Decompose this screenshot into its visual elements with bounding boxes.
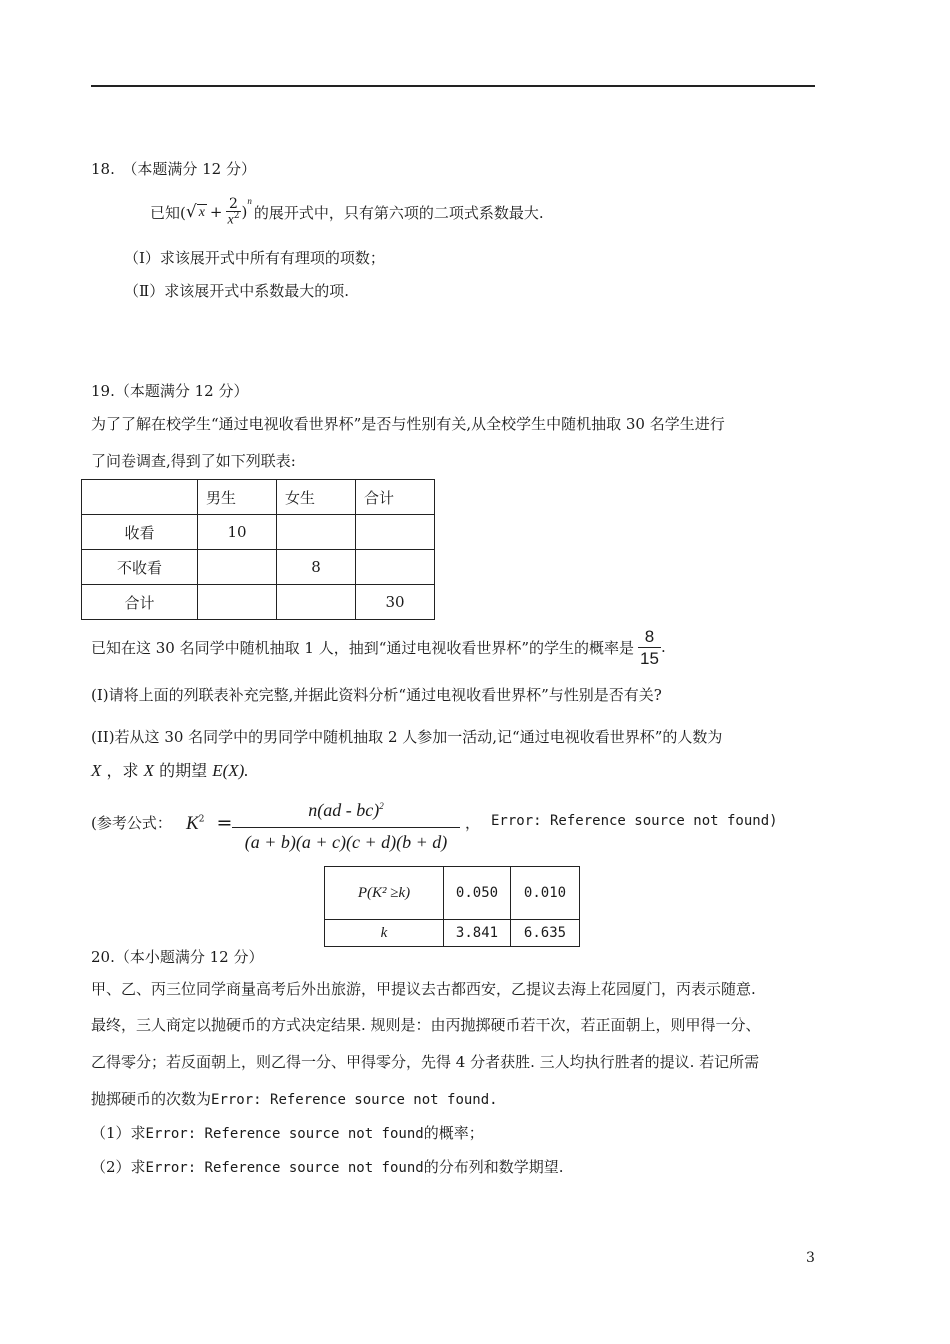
q20-part2-pre: （2）求 — [91, 1158, 146, 1176]
q18-close: ) — [241, 203, 248, 221]
q19-prob-end: . — [660, 638, 666, 656]
q20-line1: 甲、乙、丙三位同学商量高考后外出旅游，甲提议去古都西安，乙提议去海上花园厦门，丙表示随意. — [91, 980, 756, 998]
q19-para-line1: 为了了解在校学生“通过电视收看世界杯”是否与性别有关,从全校学生中随机抽取 30 名学生进行 — [91, 415, 725, 433]
q18-part2: （Ⅱ）求该展开式中系数最大的项. — [124, 282, 349, 300]
q20-part2 — [91, 1156, 563, 1177]
table-row — [325, 920, 580, 947]
q19-ref-error: Error: Reference source not found) — [491, 813, 778, 829]
q18-part1: （Ⅰ）求该展开式中所有有理项的项数； — [124, 249, 385, 267]
q19-part2-mid: ，求 — [106, 761, 139, 780]
table-row — [82, 480, 435, 515]
table-row — [325, 867, 580, 920]
header-rule — [91, 85, 815, 87]
table-cell: 0.050 — [444, 867, 511, 920]
q19-prob-line — [91, 626, 666, 668]
k2-lhs — [186, 812, 232, 835]
table-cell-prob: P(K² ≥k) — [325, 867, 444, 920]
q20-part1-pre: （1）求 — [91, 1124, 146, 1142]
k-critical-table — [324, 866, 580, 947]
q18-exp-n: n — [247, 196, 252, 206]
q20-line3: 乙得零分；若反面朝上，则乙得一分、甲得零分，先得 4 分者获胜. 三人均执行胜者的提议. 若记所需 — [91, 1053, 760, 1071]
q18-header: 18. （本题满分 12 分） — [91, 160, 256, 178]
q20-part1 — [91, 1122, 484, 1143]
q18-intro — [150, 190, 544, 234]
table-cell — [82, 480, 198, 515]
q20-part2-error: Error: Reference source not found — [145, 1160, 424, 1176]
page-number: 3 — [806, 1250, 815, 1266]
k2-num-sup: 2 — [379, 801, 384, 811]
q19-part2-mid2: 的期望 — [159, 761, 208, 780]
q18-fraction — [226, 197, 242, 228]
contingency-table — [81, 479, 435, 620]
table-cell: 6.635 — [511, 920, 580, 947]
table-cell: 不收看 — [82, 550, 198, 585]
q19-prob-den: 15 — [640, 648, 659, 668]
table-row — [82, 585, 435, 620]
q20-line2: 最终，三人商定以抛硬币的方式决定结果. 规则是：由丙抛掷硬币若干次，若正面朝上，则甲得一分、 — [91, 1016, 761, 1034]
q19-prob-text: 已知在这 30 名同学中随机抽取 1 人，抽到“通过电视收看世界杯”的学生的概率是 — [91, 638, 635, 657]
k2-num-text: n(ad - bc) — [308, 800, 380, 820]
table-cell — [198, 585, 277, 620]
q19-var-x2: X — [143, 761, 154, 780]
table-header-female: 女生 — [277, 480, 356, 515]
q19-part2-line1: (II)若从这 30 名同学中的男同学中随机抽取 2 人参加一活动,记“通过电视收看世界杯”的人数为 — [91, 728, 723, 746]
q18-frac-den — [226, 211, 242, 228]
k2-denominator: (a + b)(a + c)(c + d)(b + d) — [244, 832, 448, 852]
table-header-male: 男生 — [198, 480, 277, 515]
table-cell: 合计 — [82, 585, 198, 620]
k2-k: K — [186, 813, 199, 834]
k2-numerator — [232, 800, 460, 821]
q20-header: 20.（本小题满分 12 分） — [91, 948, 264, 966]
q19-prob-num: 8 — [644, 626, 655, 646]
table-cell — [356, 515, 435, 550]
table-cell — [356, 550, 435, 585]
q19-part1: (I)请将上面的列联表补充完整,并据此资料分析“通过电视收看世界杯”与性别是否有关? — [91, 686, 662, 704]
table-cell: 3.841 — [444, 920, 511, 947]
q19-header: 19.（本题满分 12 分） — [91, 382, 249, 400]
q18-frac-den-var: x — [227, 212, 234, 228]
table-cell — [277, 585, 356, 620]
q19-var-x: X — [91, 761, 102, 780]
table-cell — [277, 515, 356, 550]
q18-frac-num: 2 — [229, 195, 238, 212]
q20-line4-error: Error: Reference source not found. — [211, 1092, 498, 1108]
table-row — [82, 550, 435, 585]
q19-prob-fraction — [638, 628, 661, 667]
q18-sqrt-var: x — [198, 204, 205, 220]
k2-eq: = — [216, 812, 233, 834]
table-row — [82, 515, 435, 550]
q19-part2-line2 — [91, 758, 249, 781]
q20-part1-error: Error: Reference source not found — [145, 1126, 424, 1142]
q19-expectation: E(X). — [212, 761, 249, 780]
q20-line4-text: 抛掷硬币的次数为 — [91, 1090, 212, 1108]
q20-part1-post: 的概率； — [423, 1124, 484, 1142]
table-cell: 收看 — [82, 515, 198, 550]
k2-fraction-bar — [232, 827, 460, 828]
q19-ref-label: (参考公式： — [91, 814, 172, 832]
table-cell — [198, 550, 277, 585]
table-cell: 0.010 — [511, 867, 580, 920]
q20-line4 — [91, 1088, 498, 1109]
table-cell: 30 — [356, 585, 435, 620]
q18-intro-before: 已知( — [150, 203, 186, 222]
table-cell: 8 — [277, 550, 356, 585]
q18-frac-den-exp: 2 — [233, 210, 240, 221]
q19-ref-comma: ， — [465, 814, 481, 832]
table-cell: 10 — [198, 515, 277, 550]
table-cell-k: k — [325, 920, 444, 947]
q20-part2-post: 的分布列和数学期望. — [423, 1158, 564, 1176]
q19-para-line2: 了问卷调查,得到了如下列联表: — [91, 452, 296, 470]
k2-sup: 2 — [198, 814, 205, 825]
table-header-total: 合计 — [356, 480, 435, 515]
sqrt-sign: √ — [185, 202, 197, 222]
q18-intro-after: 的展开式中，只有第六项的二项式系数最大. — [253, 203, 544, 222]
q18-plus: + — [209, 203, 223, 221]
